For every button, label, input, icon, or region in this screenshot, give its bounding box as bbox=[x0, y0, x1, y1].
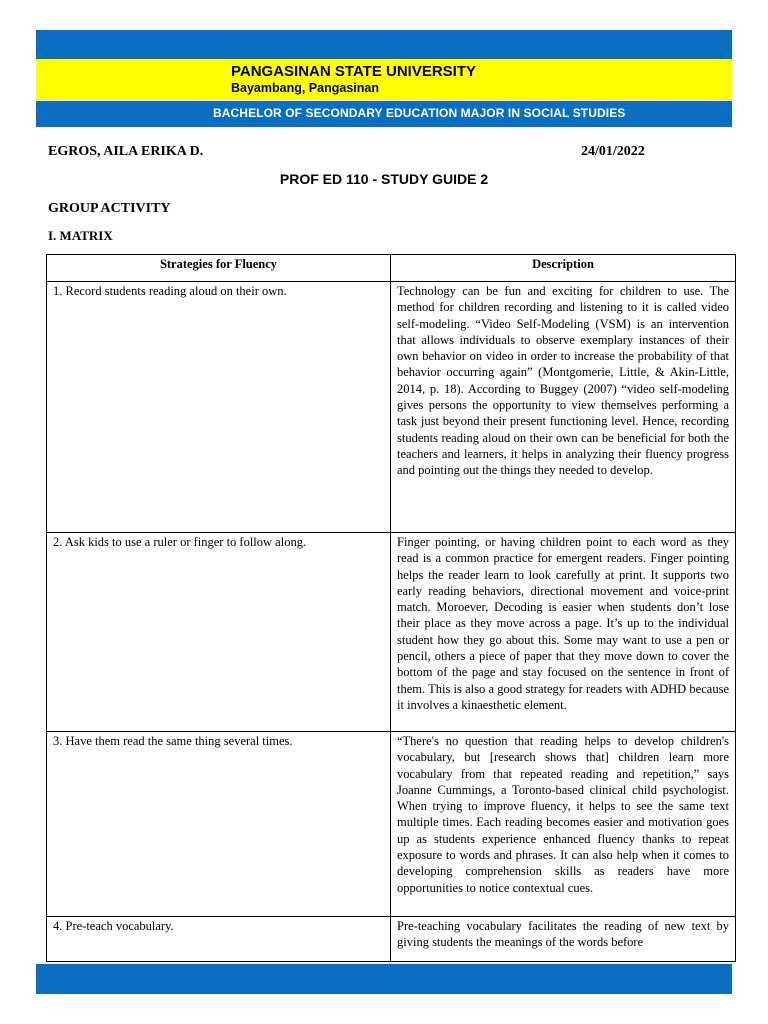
column-header-strategy: Strategies for Fluency bbox=[47, 255, 391, 282]
university-name: PANGASINAN STATE UNIVERSITY bbox=[231, 63, 477, 80]
strategy-cell: 1. Record students reading aloud on their own. bbox=[47, 282, 391, 533]
strategy-cell: 2. Ask kids to use a ruler or finger to follow along. bbox=[47, 533, 391, 732]
document-date: 24/01/2022 bbox=[581, 144, 645, 159]
description-cell: Finger pointing, or having children point to each word as they read is a common practice for emergent readers. Finger pointing helps the reader learn to look carefully at print. It supports two early reading behaviors, directional movement and voice-print match. Moroever, Decoding is easier when students don’t lose their place as they move across a page. It’s up to the individual student how they go about this. Some may want to use a pen or pencil, others a piece of paper that they move down to cover the bottom of the page and stay focused on the sentence in front of them. This is also a good strategy for readers with ADHD because it involves a kinaesthetic element. bbox=[391, 533, 736, 732]
table-header-row bbox=[47, 255, 736, 282]
strategies-table bbox=[46, 254, 736, 962]
description-cell: Pre-teaching vocabulary facilitates the reading of new text by giving students the meanings of the words before bbox=[391, 917, 736, 962]
table-row bbox=[47, 533, 736, 732]
strategy-cell: 3. Have them read the same thing several times. bbox=[47, 732, 391, 917]
description-cell: Technology can be fun and exciting for children to use. The method for children recording and listening to it is called video self-modeling. “Video Self-Modeling (VSM) is an intervention that allows individuals to observe exemplary instances of their own behavior on video in order to increase the probability of that behavior occurring again” (Montgomerie, Little, & Akin-Little, 2014, p. 18). According to Buggey (2007) “video self-modeling gives persons the opportunity to view themselves performing a task just beyond their present functioning level. Hence, recording students reading aloud on their own can be beneficial for both the teachers and learners, it helps in analyzing their fluency progress and pointing out the things they needed to develop. bbox=[391, 282, 736, 533]
table-row bbox=[47, 917, 736, 962]
column-header-description: Description bbox=[391, 255, 736, 282]
university-location: Bayambang, Pangasinan bbox=[231, 81, 379, 95]
strategy-cell: 4. Pre-teach vocabulary. bbox=[47, 917, 391, 962]
student-name: EGROS, AILA ERIKA D. bbox=[48, 144, 204, 159]
footer-bar bbox=[36, 964, 732, 994]
header-top-bar bbox=[36, 30, 732, 59]
description-cell: “There's no question that reading helps to develop children's vocabulary, but [research shows that] children learn more vocabulary from that repeated reading and repetition,” says Joanne Cummings, a Toronto-based clinical child psychologist. When trying to improve fluency, it helps to see the same text multiple times. Each reading becomes easier and motivation goes up as students experience enhanced fluency thanks to repeat exposure to words and phrases. It can also help when it comes to developing comprehension skills as readers have more opportunities to notice contextual cues. bbox=[391, 732, 736, 917]
table-row bbox=[47, 732, 736, 917]
section-heading: I. MATRIX bbox=[48, 228, 113, 243]
table-row bbox=[47, 282, 736, 533]
activity-heading: GROUP ACTIVITY bbox=[48, 201, 171, 216]
document-title: PROF ED 110 - STUDY GUIDE 2 bbox=[279, 171, 489, 187]
program-title: BACHELOR OF SECONDARY EDUCATION MAJOR IN SOCIAL STUDIES bbox=[213, 106, 626, 120]
